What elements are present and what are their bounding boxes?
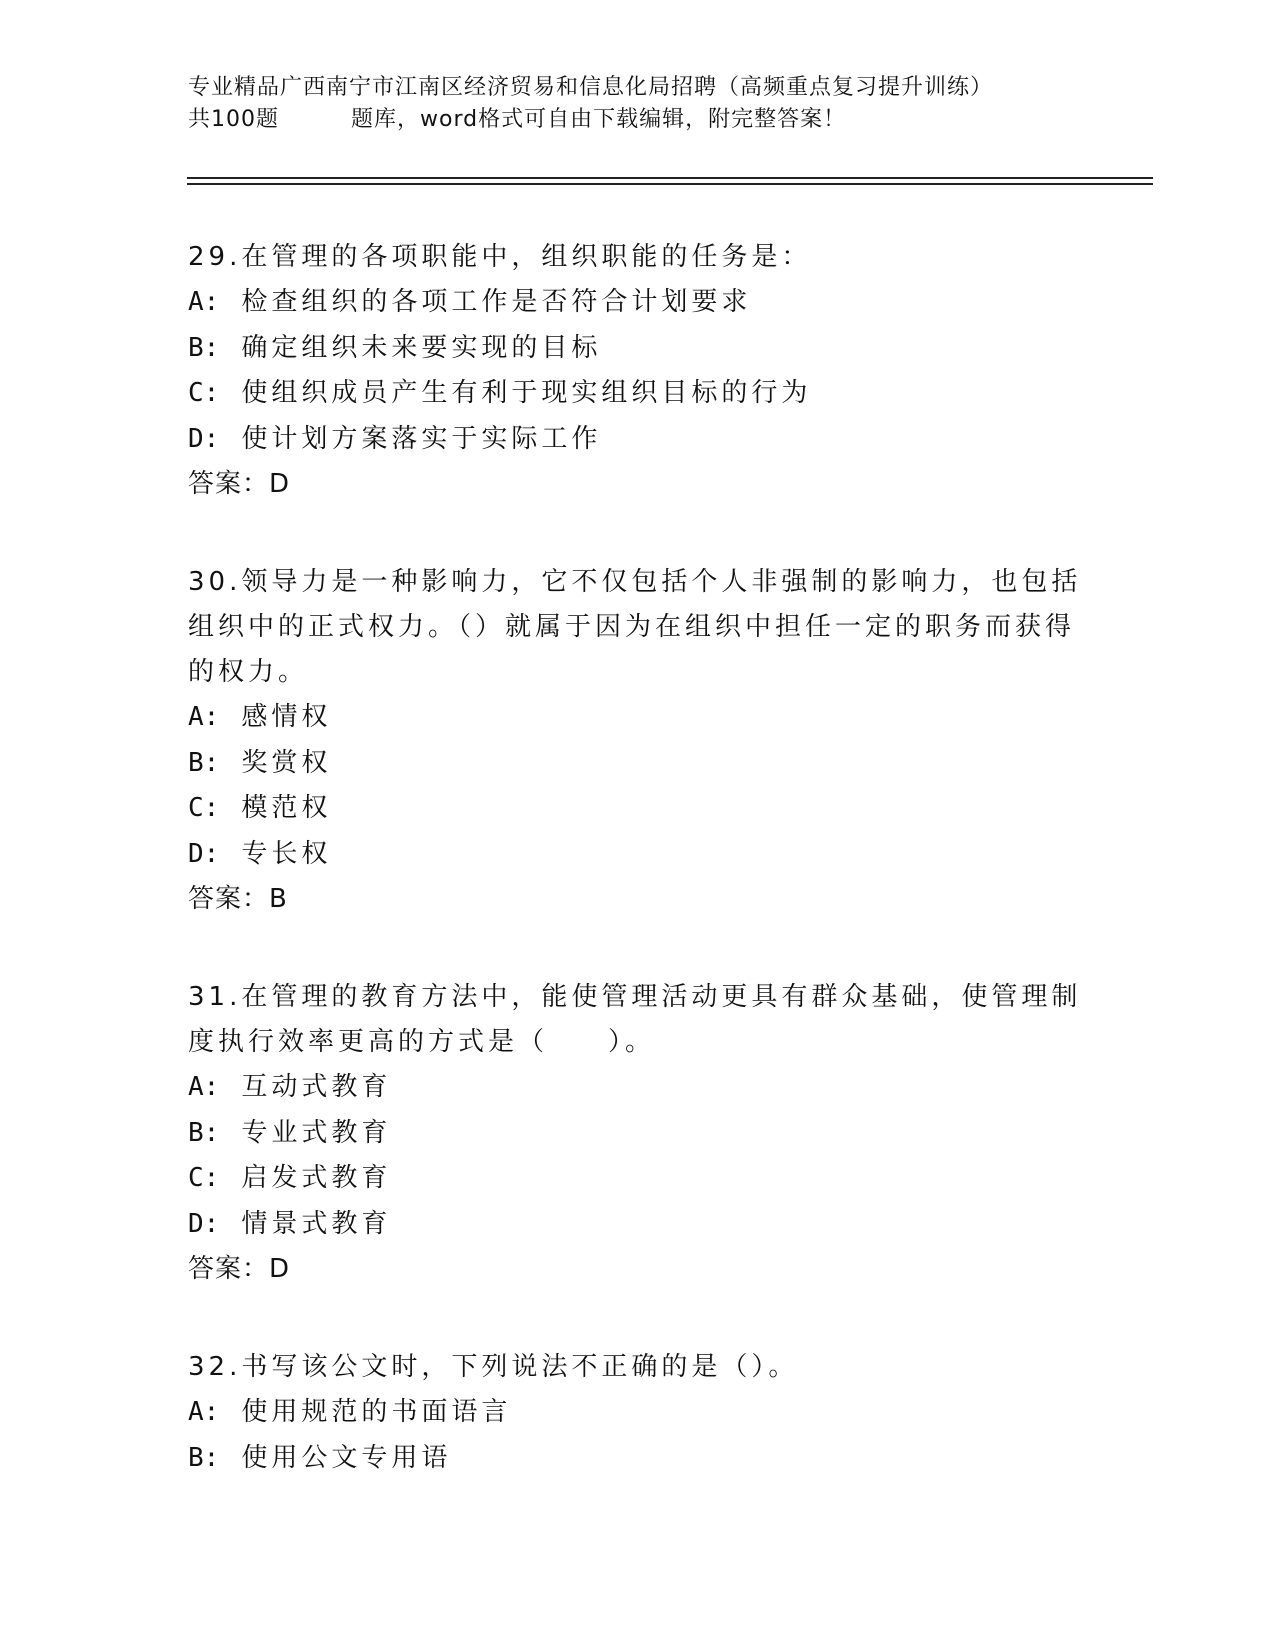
option-text: 检查组织的各项工作是否符合计划要求 bbox=[241, 287, 752, 317]
option-letter: C: bbox=[188, 1163, 220, 1193]
option-a bbox=[188, 1390, 1088, 1436]
option-text: 模范权 bbox=[241, 793, 332, 823]
option-text: 使用规范的书面语言 bbox=[241, 1397, 512, 1427]
header-subtitle bbox=[188, 104, 1088, 136]
option-text: 使用公文专用语 bbox=[241, 1442, 452, 1473]
option-b bbox=[188, 741, 1088, 787]
option-letter: B: bbox=[188, 747, 220, 778]
option-letter: A: bbox=[188, 702, 220, 732]
option-letter: B: bbox=[188, 1117, 220, 1148]
option-text: 使组织成员产生有利于现实组织目标的行为 bbox=[241, 378, 812, 408]
question-31 bbox=[188, 975, 1088, 1292]
option-text: 互动式教育 bbox=[241, 1072, 392, 1102]
option-text: 使计划方案落实于实际工作 bbox=[241, 423, 602, 454]
question-32 bbox=[188, 1345, 1088, 1481]
question-29 bbox=[188, 235, 1088, 507]
option-text: 奖赏权 bbox=[241, 747, 332, 778]
option-c bbox=[188, 786, 1088, 832]
document-header bbox=[188, 72, 1088, 136]
header-question-count: 共100题 bbox=[188, 107, 279, 132]
option-text: 启发式教育 bbox=[241, 1163, 392, 1193]
option-letter: B: bbox=[188, 332, 220, 363]
question-text: 29.在管理的各项职能中，组织职能的任务是： bbox=[188, 242, 812, 272]
option-c bbox=[188, 1156, 1088, 1202]
option-d bbox=[188, 832, 1088, 878]
option-letter: C: bbox=[188, 793, 220, 823]
option-text: 感情权 bbox=[241, 702, 332, 732]
answer-key: 答案：D bbox=[188, 469, 291, 499]
header-divider-top bbox=[187, 177, 1153, 179]
option-letter: D: bbox=[188, 838, 220, 869]
option-letter: D: bbox=[188, 423, 220, 454]
option-letter: D: bbox=[188, 1208, 220, 1239]
header-divider-bottom bbox=[187, 183, 1153, 185]
option-d bbox=[188, 1202, 1088, 1248]
question-text: 31.在管理的教育方法中，能使管理活动更具有群众基础，使管理制度执行效率更高的方式是（ ）。 bbox=[188, 982, 1082, 1057]
question-30 bbox=[188, 560, 1088, 922]
answer-key: 答案：D bbox=[188, 1254, 291, 1284]
header-description: 题库，word格式可自由下载编辑，附完整答案！ bbox=[351, 107, 847, 132]
option-letter: B: bbox=[188, 1442, 220, 1473]
question-text: 30.领导力是一种影响力，它不仅包括个人非强制的影响力，也包括组织中的正式权力。（）就属于因为在组织中担任一定的职务而获得的权力。 bbox=[188, 567, 1082, 687]
option-b bbox=[188, 1436, 1088, 1482]
answer-key: 答案：B bbox=[188, 884, 288, 914]
option-c bbox=[188, 371, 1088, 417]
option-letter: A: bbox=[188, 1397, 220, 1427]
option-a bbox=[188, 280, 1088, 326]
option-a bbox=[188, 695, 1088, 741]
option-a bbox=[188, 1065, 1088, 1111]
question-text: 32.书写该公文时，下列说法不正确的是（）。 bbox=[188, 1352, 799, 1382]
option-letter: A: bbox=[188, 1072, 220, 1102]
option-d bbox=[188, 417, 1088, 463]
option-b bbox=[188, 1111, 1088, 1157]
option-text: 确定组织未来要实现的目标 bbox=[241, 332, 602, 363]
option-b bbox=[188, 326, 1088, 372]
header-title: 专业精品广西南宁市江南区经济贸易和信息化局招聘（高频重点复习提升训练） bbox=[188, 75, 994, 100]
option-letter: A: bbox=[188, 287, 220, 317]
option-letter: C: bbox=[188, 378, 220, 408]
question-list bbox=[188, 235, 1088, 1534]
option-text: 专长权 bbox=[241, 838, 332, 869]
option-text: 情景式教育 bbox=[241, 1208, 392, 1239]
option-text: 专业式教育 bbox=[241, 1117, 392, 1148]
